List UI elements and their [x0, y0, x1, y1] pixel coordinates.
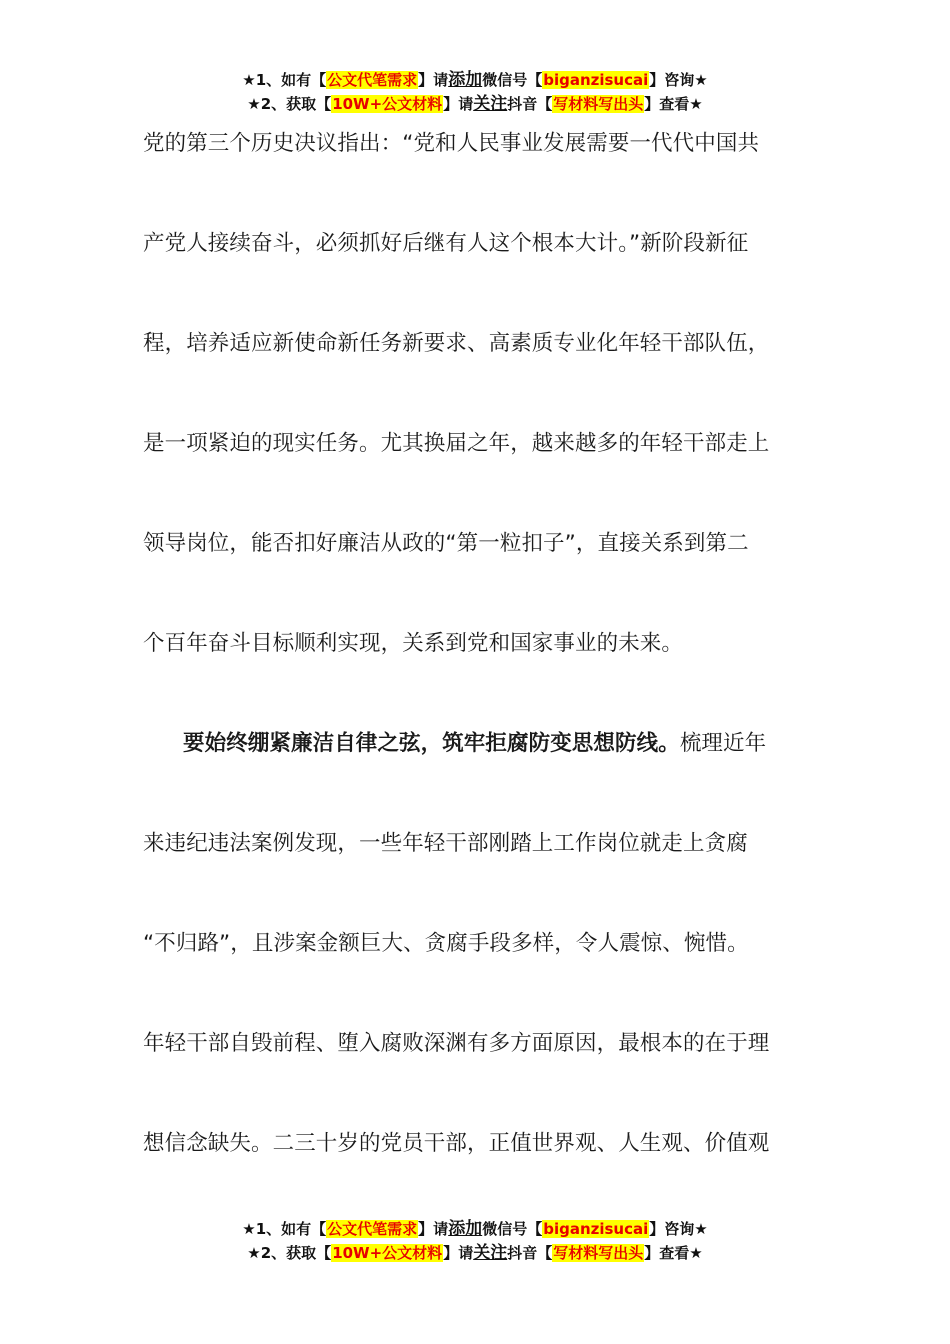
banner-underline: 关注 — [473, 1243, 508, 1263]
banner-highlight: 10W+公文材料 — [332, 1244, 443, 1262]
banner-underline: 关注 — [473, 94, 508, 114]
banner-highlight: biganzisucai — [543, 71, 649, 89]
banner-text: 】查看★ — [644, 95, 703, 113]
body-line: 产党人接续奋斗，必须抓好后继有人这个根本大计。”新阶段新征 — [143, 231, 749, 256]
body-line: 想信念缺失。二三十岁的党员干部，正值世界观、人生观、价值观 — [143, 1131, 770, 1156]
header-banner — [0, 68, 950, 116]
banner-highlight: 10W+公文材料 — [332, 95, 443, 113]
banner-highlight: 写材料写出头 — [553, 1244, 644, 1262]
body-line: 是一项紧迫的现实任务。尤其换届之年，越来越多的年轻干部走上 — [143, 431, 770, 456]
banner-text: 】查看★ — [644, 1244, 703, 1262]
banner-line-1 — [0, 1217, 950, 1241]
banner-highlight: 公文代笔需求 — [327, 1220, 418, 1238]
banner-text: 】咨询★ — [649, 1220, 708, 1238]
banner-text: ★2、获取【 — [247, 95, 332, 113]
banner-line-2 — [0, 92, 950, 116]
banner-underline: 添加 — [448, 70, 483, 90]
banner-highlight: 公文代笔需求 — [327, 71, 418, 89]
banner-text: 微信号【 — [482, 71, 543, 89]
banner-text: ★1、如有【 — [242, 71, 327, 89]
body-line: 来违纪违法案例发现，一些年轻干部刚踏上工作岗位就走上贪腐 — [143, 831, 748, 856]
banner-text: 】咨询★ — [649, 71, 708, 89]
body-line: 领导岗位，能否扣好廉洁从政的“第一粒扣子”，直接关系到第二 — [143, 531, 749, 556]
body-line: 程，培养适应新使命新任务新要求、高素质专业化年轻干部队伍， — [143, 331, 770, 356]
footer-banner — [0, 1217, 950, 1265]
banner-underline: 添加 — [448, 1219, 483, 1239]
body-line: 党的第三个历史决议指出：“党和人民事业发展需要一代代中国共 — [143, 131, 760, 156]
banner-text: 抖音【 — [507, 1244, 553, 1262]
banner-text: 抖音【 — [507, 95, 553, 113]
paragraph-heading: 要始终绷紧廉洁自律之弦，筑牢拒腐防变思想防线。 — [183, 731, 680, 756]
body-line: “不归路”，且涉案金额巨大、贪腐手段多样，令人震惊、惋惜。 — [143, 931, 749, 956]
banner-highlight: 写材料写出头 — [553, 95, 644, 113]
banner-text: 微信号【 — [482, 1220, 543, 1238]
body-line: 年轻干部自毁前程、堕入腐败深渊有多方面原因，最根本的在于理 — [143, 1031, 770, 1056]
body-text: 梳理近年 — [679, 731, 767, 756]
banner-line-1 — [0, 68, 950, 92]
document-body — [143, 119, 807, 1219]
body-line: 个百年奋斗目标顺利实现，关系到党和国家事业的未来。 — [143, 631, 684, 656]
banner-text: 】请 — [443, 1244, 474, 1262]
banner-text: 】请 — [418, 71, 449, 89]
banner-text: 】请 — [418, 1220, 449, 1238]
banner-highlight: biganzisucai — [543, 1220, 649, 1238]
paragraph-lead-line — [143, 719, 807, 819]
banner-text: 】请 — [443, 95, 474, 113]
banner-text: ★1、如有【 — [242, 1220, 327, 1238]
banner-line-2 — [0, 1241, 950, 1265]
banner-text: ★2、获取【 — [247, 1244, 332, 1262]
